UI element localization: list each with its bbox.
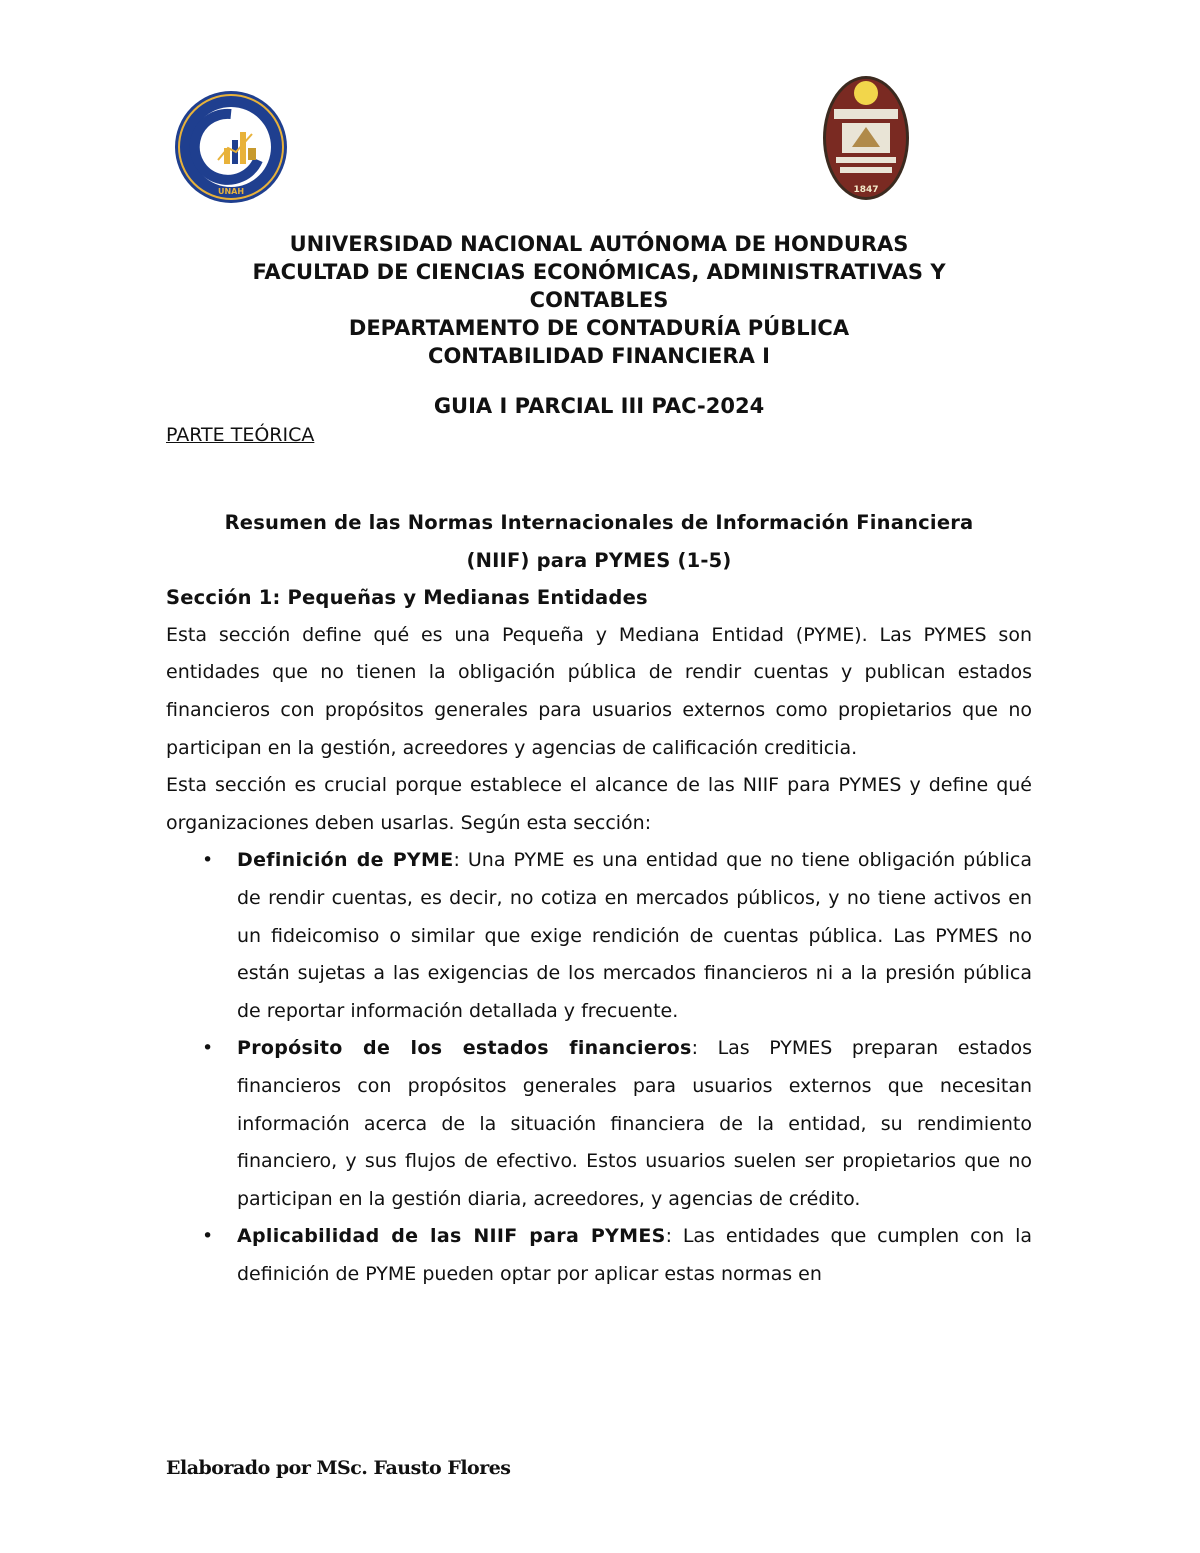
section-paragraph-1: Esta sección define qué es una Pequeña y Mediana Entidad (PYME). Las PYMES son entidades que no tienen la obligación pública de rendir cuentas y publican estados financieros con propósitos generales para usuarios externos como propietarios que no participan en la gestión, acreedores y agencias de calificación crediticia. xyxy=(166,623,1032,759)
department-name: DEPARTAMENTO DE CONTADURÍA PÚBLICA xyxy=(348,316,850,340)
part-heading: PARTE TEÓRICA xyxy=(166,424,315,446)
section-heading: Sección 1: Pequeñas y Medianas Entidades xyxy=(166,586,648,610)
author-footer: Elaborado por MSc. Fausto Flores xyxy=(166,1457,511,1479)
bullet-term: Aplicabilidad de las NIIF para PYMES xyxy=(237,1225,666,1248)
summary-title-line1: Resumen de las Normas Internacionales de Información Financiera xyxy=(224,511,974,534)
faculty-name-line2: CONTABLES xyxy=(529,288,669,312)
bullet-term: Propósito de los estados financieros xyxy=(237,1037,692,1060)
bullet-text: : Las PYMES preparan estados financieros con propósitos generales para usuarios externos que necesitan información acerca de la situación financiera de la entidad, su rendimiento financiero, y sus flujos de efectivo. Estos usuarios suelen ser propietarios que no participan en la gestión diaria, acreedores, y agencias de crédito. xyxy=(237,1037,1032,1210)
list-item xyxy=(166,1218,1032,1293)
bullet-icon: • xyxy=(202,1037,214,1060)
faculty-name-line1: FACULTAD DE CIENCIAS ECONÓMICAS, ADMINISTRATIVAS Y xyxy=(252,260,946,284)
section-paragraph-2: Esta sección es crucial porque establece el alcance de las NIIF para PYMES y define qué organizaciones deben usarlas. Según esta sección: xyxy=(166,774,1032,834)
main-content xyxy=(166,504,1032,1293)
bullet-text: : Una PYME es una entidad que no tiene obligación pública de rendir cuentas, es decir, no cotiza en mercados públicos, y no tiene activos en un fideicomiso o similar que exige rendición de cuentas pública. Las PYMES no están sujetas a las exigencias de los mercados financieros ni a la presión pública de reportar información detallada y frecuente. xyxy=(237,849,1032,1022)
university-name: UNIVERSIDAD NACIONAL AUTÓNOMA DE HONDURAS xyxy=(289,232,909,256)
list-item xyxy=(166,842,1032,1030)
bullet-term: Definición de PYME xyxy=(237,849,454,872)
bullet-icon: • xyxy=(202,1225,214,1248)
svg-text:1847: 1847 xyxy=(853,185,879,195)
bullet-text: : Las entidades que cumplen con la definición de PYME pueden optar por aplicar estas normas en xyxy=(237,1225,1032,1285)
summary-title-line2: (NIIF) para PYMES (1-5) xyxy=(466,548,732,572)
course-name: CONTABILIDAD FINANCIERA I xyxy=(428,344,770,368)
bullet-icon: • xyxy=(202,849,214,872)
list-item xyxy=(166,1030,1032,1218)
university-shield-logo xyxy=(822,75,910,201)
faculty-logo xyxy=(174,90,288,204)
bullet-list xyxy=(166,842,1032,1293)
document-header xyxy=(166,230,1032,370)
guide-title: GUIA I PARCIAL III PAC-2024 xyxy=(433,394,765,418)
svg-text:UNAH: UNAH xyxy=(217,187,245,196)
